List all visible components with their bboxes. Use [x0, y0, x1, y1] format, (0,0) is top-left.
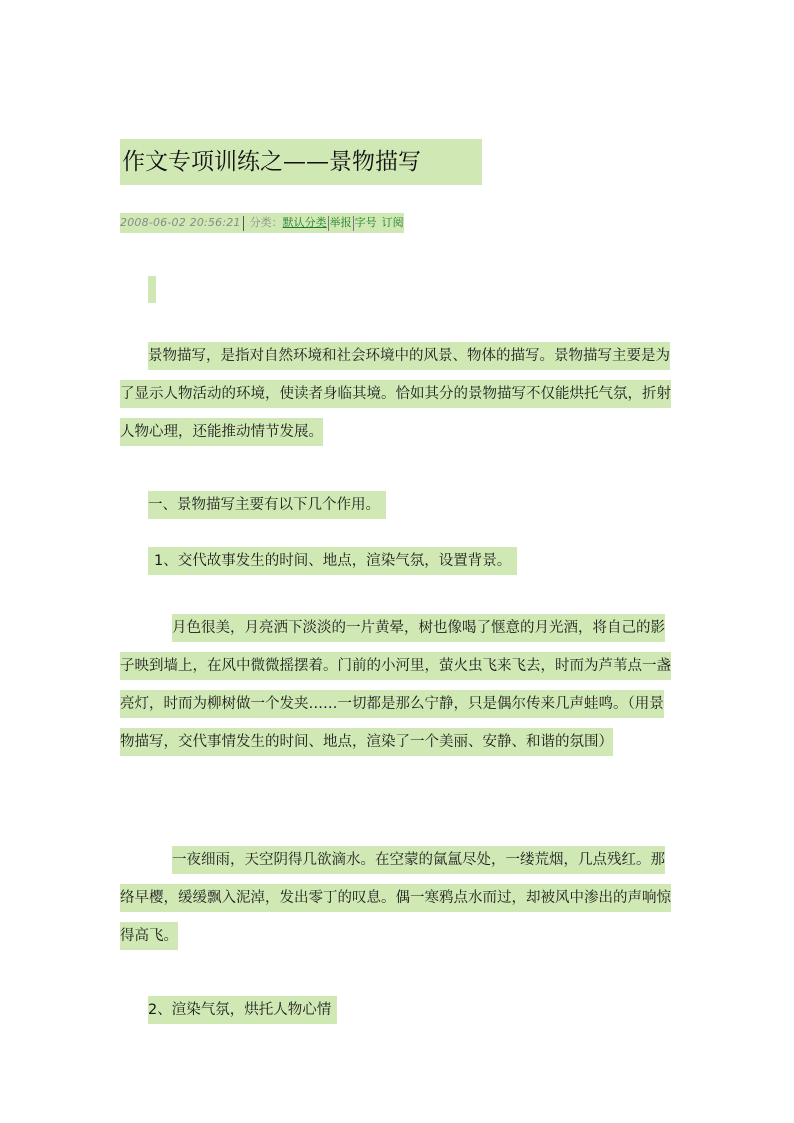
report-link[interactable]: 举报	[329, 216, 352, 229]
intro-paragraph	[120, 337, 672, 451]
example-text: 一夜细雨，天空阴得几欲滴水。在空蒙的氤氲尽处，一缕荒烟，几点残红。那络早樱，缓缓飘入泥淖，发出零丁的叹息。偶一寒鸦点水而过，却被风中渗出的声响惊得高飞。	[120, 846, 671, 950]
article-meta	[120, 213, 404, 233]
empty-highlight-block	[148, 276, 156, 303]
font-size-link[interactable]: 字号	[354, 216, 377, 229]
example-paragraph	[120, 609, 672, 761]
category-label: 分类：	[249, 216, 283, 229]
intro-text: 景物描写，是指对自然环境和社会环境中的风景、物体的描写。景物描写主要是为了显示人物活动的环境，使读者身临其境。恰如其分的景物描写不仅能烘托气氛，折射人物心理，还能推动情节发展。	[120, 342, 671, 446]
subscribe-link[interactable]: 订阅	[381, 216, 404, 229]
meta-divider	[353, 216, 354, 231]
post-datetime: 2008-06-02 20:56:21	[120, 216, 241, 229]
example-paragraph	[120, 841, 672, 955]
example-text: 月色很美，月亮洒下淡淡的一片黄晕，树也像喝了惬意的月光酒，将自己的影子映到墙上，在风中微微摇摆着。门前的小河里，萤火虫飞来飞去，时而为芦苇点一盏亮灯，时而为柳树做一个发夹……一切都是那么宁静，只是偶尔传来几声蛙鸣。（用景物描写，交代事情发生的时间、地点，渲染了一个美丽、安静、和谐的氛围）	[120, 614, 671, 756]
meta-divider	[328, 216, 329, 231]
meta-divider	[243, 216, 244, 231]
point-heading: 1、交代故事发生的时间、地点，渲染气氛，设置背景。	[148, 547, 517, 575]
section-heading: 一、景物描写主要有以下几个作用。	[148, 491, 386, 519]
article-title: 作文专项训练之——景物描写	[120, 139, 482, 185]
category-link[interactable]: 默认分类	[282, 216, 327, 229]
point-heading: 2、渲染气氛，烘托人物心情	[148, 996, 337, 1024]
